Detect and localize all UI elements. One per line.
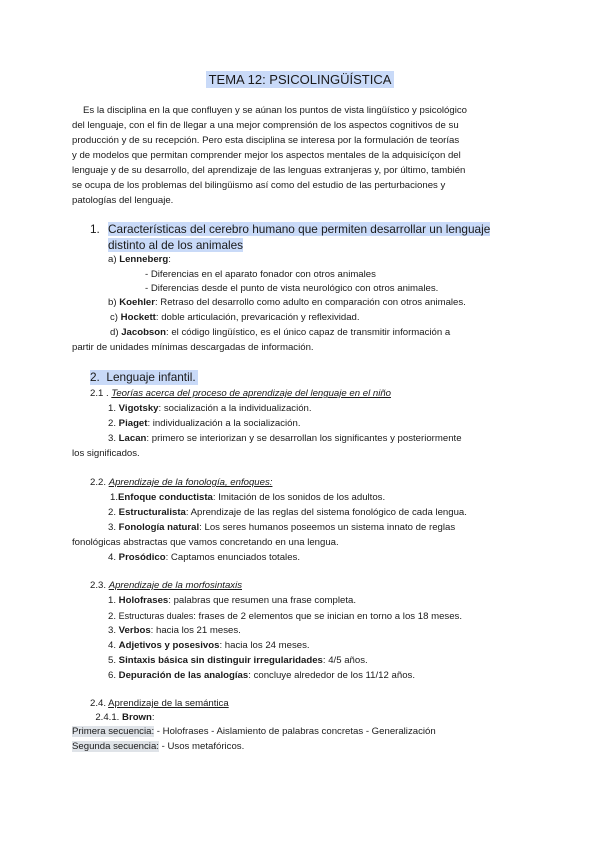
item-name: Sintaxis básica sin distinguir irregularidades [118,655,323,666]
sequence-text: - Usos metafóricos. [158,741,245,752]
item-marker: 2. [108,507,119,518]
list-item [108,670,415,682]
subsection-number: 2.4. [90,698,107,709]
list-subitem: - Diferencias desde el punto de vista neurológico con otros animales. [145,283,439,294]
section-1-heading-text: Características del cerebro humano que permiten desarrollar un lenguaje [108,222,491,236]
section-1-heading-line [108,222,490,237]
item-text: : hacia los 24 meses. [219,640,310,651]
item-text: : 4/5 años. [322,655,368,666]
page-title-text: TEMA 12: PSICOLINGÜÍSTICA [206,71,395,88]
item-marker: 3. [108,625,119,636]
item-text: : Retraso del desarrollo como adulto en comparación con otros animales. [154,297,466,308]
sequence-label: Segunda secuencia: [72,741,159,752]
intro-line: patologías del lenguaje. [72,195,174,206]
item-text: : el código lingüístico, es el único capaz de transmitir información a [166,327,451,338]
list-item-b [108,297,466,309]
item-name: Piaget [118,418,148,429]
item-name: Verbos [118,625,151,636]
subsection-title: Aprendizaje de la morfosintaxis [108,580,243,591]
item-name: Vigotsky [118,403,159,414]
subsubsection-colon: : [151,712,155,723]
item-marker: b) [108,297,120,308]
sequence-label: Primera secuencia: [72,726,155,737]
subsubsection-number: 2.4.1. [95,712,120,723]
subsection-number: 2.2. [90,477,107,488]
item-marker: c) [110,312,121,323]
section-2-heading [90,370,198,385]
subsection-2-1-heading [90,388,391,400]
item-text: : Aprendizaje de las reglas del sistema fonológico de cada lengua. [185,507,467,518]
sequence-line [72,726,436,738]
list-item [108,640,310,652]
item-marker: 1. [110,492,119,503]
list-item [110,492,385,504]
list-item [108,522,455,534]
list-item-d [110,327,450,339]
list-item-c [110,312,360,324]
list-item-continuation: partir de unidades mínimas descargadas de información. [72,342,314,353]
subsection-2-3-heading [90,580,242,592]
subsection-title: Aprendizaje de la semántica [108,698,229,709]
item-text: : Imitación de los sonidos de los adultos. [212,492,386,503]
list-item [108,403,312,415]
item-marker: 4. [108,552,119,563]
subsubsection-heading [90,712,155,724]
item-name: Prosódico [118,552,166,563]
item-name: Lacan [118,433,147,444]
subsection-2-4-heading [90,698,229,710]
item-text: : socialización a la individualización. [158,403,312,414]
item-marker: 3. [108,433,119,444]
subsection-number: 2.1 . [90,388,109,399]
list-item-continuation: los significados. [72,448,140,459]
section-1-heading-text: distinto al de los animales [108,238,244,252]
item-name: Holofrases [118,595,169,606]
intro-paragraph [72,103,532,208]
intro-line: producción y de su recepción. Pero esta disciplina se interesa por la formulación de teorías [72,135,460,146]
item-text: : hacia los 21 meses. [150,625,241,636]
item-text: : frases de 2 elementos que se inician en torno a los 18 meses. [193,611,462,622]
item-name: Adjetivos y posesivos [118,640,220,651]
item-name: Enfoque conductista [118,492,213,503]
item-name: Koehler [119,297,155,308]
intro-line: del lenguaje, con el fin de llegar a una mejor comprensión de los aspectos cognitivos de su [72,120,459,131]
list-item [108,655,368,667]
intro-line: lenguaje y de su desarrollo, del aprendizaje de las lenguas extranjeras y, por último, también [72,165,466,176]
item-name: Fonología natural [118,522,200,533]
list-item [108,625,241,637]
list-item [108,610,462,623]
item-name: Depuración de las analogías [118,670,249,681]
subsection-2-2-heading [90,477,272,489]
list-item [108,552,300,564]
list-item [108,507,467,519]
page-title [0,72,600,87]
item-marker: 4. [108,640,119,651]
list-item [108,595,356,607]
item-marker: 5. [108,655,119,666]
subsubsection-name: Brown [122,712,152,723]
item-text: : individualización a la socialización. [147,418,301,429]
item-marker: 6. [108,670,119,681]
sequence-text: - Holofrases - Aislamiento de palabras concretas - Generalización [154,726,436,737]
sequence-line [72,741,244,753]
subsection-title: Teorías acerca del proceso de aprendizaje del lenguaje en el niño [111,388,392,399]
item-text: : palabras que resumen una frase completa. [168,595,356,606]
subsection-title: Aprendizaje de la fonología, enfoques: [108,477,273,488]
list-item [108,418,301,430]
item-marker: 3. [108,522,119,533]
item-name: Jacobson [121,327,166,338]
section-1-number: 1. [90,222,100,236]
section-2-number: 2. [90,370,100,384]
list-item-a [108,254,171,266]
list-item [108,433,462,445]
section-2-heading-text: Lenguaje infantil. [106,370,196,384]
item-name: Estructuralista [118,507,186,518]
intro-line: Es la disciplina en la que confluyen y se aúnan los puntos de vista lingüístico y psicológico [83,105,467,116]
section-1-heading-line [108,238,243,253]
item-marker: 2. [108,611,119,622]
item-name: Estructuras duales [118,611,194,621]
item-marker: 2. [108,418,119,429]
intro-line: y de modelos que permitan comprender mejor los aspectos mentales de la adquisicíçon del [72,150,461,161]
item-text: : concluye alrededor de los 11/12 años. [248,670,415,681]
item-name: Hockett [120,312,156,323]
item-text: : doble articulación, prevaricación y reflexividad. [155,312,360,323]
item-text: : Captamos enunciados totales. [165,552,300,563]
item-marker: 1. [108,595,119,606]
item-colon: : [168,254,171,265]
item-marker: 1. [108,403,119,414]
intro-line: se ocupa de los problemas del bilingüismo así como del estudio de las perturbaciones y [72,180,446,191]
item-marker: a) [108,254,120,265]
item-text: : Los seres humanos poseemos un sistema innato de reglas [199,522,456,533]
item-marker: d) [110,327,122,338]
subsection-number: 2.3. [90,580,107,591]
item-name: Lenneberg [119,254,169,265]
list-subitem: - Diferencias en el aparato fonador con otros animales [145,269,376,280]
list-item-continuation: fonológicas abstractas que vamos concretando en una lengua. [72,537,339,548]
item-text: : primero se interiorizan y se desarrollan los significantes y posteriormente [146,433,462,444]
